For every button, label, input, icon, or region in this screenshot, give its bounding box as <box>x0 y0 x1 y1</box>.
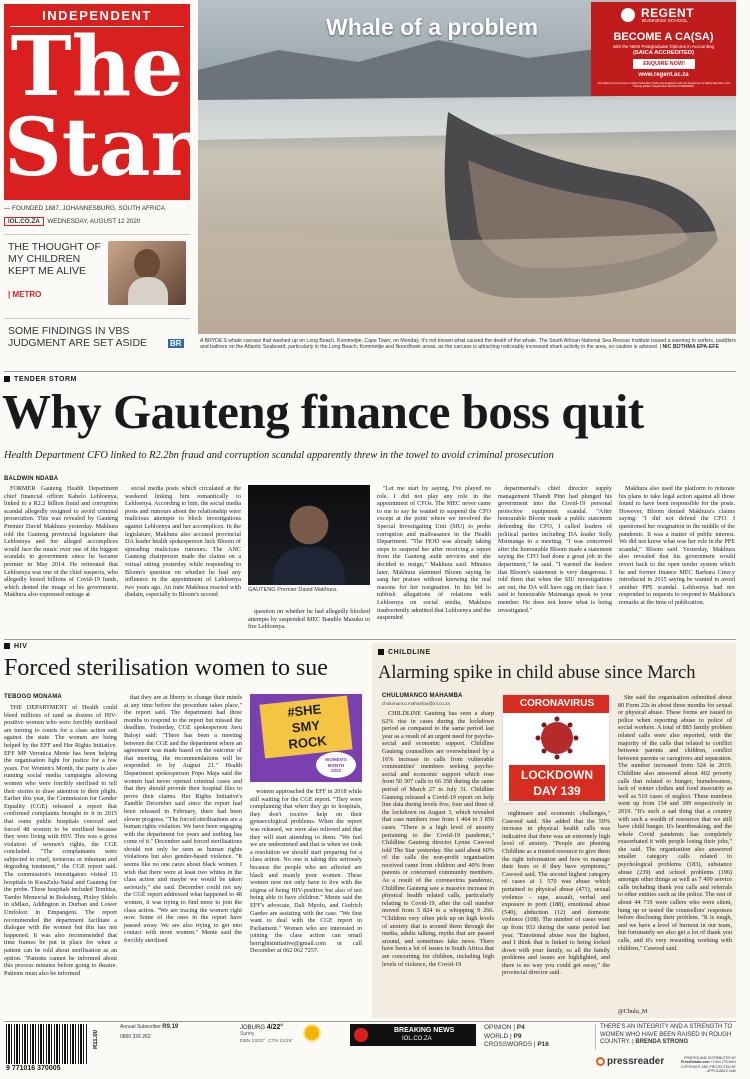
ad-cta[interactable] <box>633 59 695 69</box>
barcode <box>6 1024 88 1064</box>
index-world[interactable]: WORLD | P9 <box>484 1032 522 1040</box>
hiv-headline: Forced sterilisation women to sue <box>4 655 328 681</box>
masthead-the: The <box>10 19 184 115</box>
masthead-founded: — FOUNDED 1887, JOHANNESBURG, SOUTH AFRICA <box>4 205 165 212</box>
breaking-site: IOL.CO.ZA <box>402 1036 432 1042</box>
lead-photo-caption: A BRYDE'S whale carcass that washed up on Long Beach, Kommetjie, Cape Town, on Monday. It's not known what caused the death of the whale. The South African National Sea Rescue Institute issued a warning to surfers, paddlers and bathers on the Atlantic Seaboard, particularly in the Long Beach, Kommetjie and Noordhoek areas, as the carcass is attracting noticeably increased shark activity in the area, so caution is advised. | NIC BOTHMA EPA-EFE <box>200 338 736 351</box>
site-link[interactable]: IOL.CO.ZA <box>4 217 44 226</box>
masthead <box>4 4 193 200</box>
subscriber-phone: 0860 326 262 <box>120 1034 151 1040</box>
graphic-top: CORONAVIRUS <box>503 695 610 713</box>
barcode-number: 9 771016 370005 <box>6 1065 61 1072</box>
main-col-2: social media posts which circulated at the weekend linking him romantically to Lehloenya. According to him, the social media posts and rumours about the relationship were malicious attempts to block investigations against Lehloenya and her accomplices. In the legislature, Makhura also accused provincial DA leader health spokesperson Jack Bloom of spreading malicious rumours. The ANC Gauteng chairperson made the claims on a virtual sitting yesterday while responding to Bloom's question on whether he had any influence in the appointment of Lehloenya two years ago. An irate Makhura reacted with disdain, especially to Bloom's second <box>125 485 241 599</box>
founded-text: FOUNDED 1887, JOHANNESBURG, SOUTH AFRICA <box>12 205 165 212</box>
main-col-3: "Let me start by saying, I've played no role. I did not play any role in the appointment of CFOs. The MEC never came to me to say he wanted to suspend the CFO except at the point where we involved the Special Investigating Unit (SIU) to probe corruption and malfeasance in the Health Department. "The HOD was already taking steps to suspend her after receiving a report from the Gauteng audit services and she decided to resign," Makhura said. Minutes later, Makhura slammed Bloom saying he sang her praises without knowing the real reasons for her resignation. In his bid to rubbish allegations of relations with Lehloenya on social media, Makhura inadvertently admitted that Lehloenya and the suspended <box>377 485 491 622</box>
ad-cta-label: ENQUIRE NOW! <box>643 61 685 67</box>
hiv-byline: TEBOGO MONAMA <box>4 694 62 700</box>
hiv-col-1: THE DEPARTMENT of Health could bleed millions of rand as dozens of HIV-positive women who were forcibly sterilised are turning to courts for a class action suit against the state. The women are being helped by the EFF and Her Rights Initiative. EFF MP Veronica Mente has been helping the organisation fight for justice for a few years. For Women's Month, the party is also running social media campaigns allowing women who were forcibly sterilised to tell their stories to draw attention to their plight. Earlier this year, the Commission for Gender Equality (CGE) released a report that confirmed complaints brought to it in 2015 that some public hospitals coerced and forced 48 women to be sterilised because they were living with HIV. This was a gross violation of women's rights, the CGE concluded. "The complainants were subjected to cruel, torturous or inhuman and degrading treatment," the CGE report said. The commission's investigators visited 15 hospitals in KwaZulu-Natal and Gauteng for the probe. These hospitals included Tembisa, Tambo Memorial in Boksburg, Pixley Shlelo in uMlazi, Addington in Durban and Lower Umfolozi in Empangeni. The report recommended the department facilitate a dialogue with the women but this has not happened. It was also recommended that time frames be put in place for when a patient can be told about sterilisation as an option. "Patients cannot be informed about this process minutes before going to theatre. Patients must also be informed <box>4 704 117 977</box>
teaser-metro[interactable] <box>4 234 190 312</box>
childline-col-2: nightmare and economic challenges," Cawood said. She added that the 59% increase in physical health calls was indicative that there was an extremely high level of anxiety. "People are phoning Childline as a trusted resource to give them the right information and how to manage their fears or if they have symptoms," Cawood said. The second highest category of cases at 1 570 was abuse which pertained to physical abuse (471), sexual violence – rape, assault, verbal and exposure to porn (188), emotional abuse (540), abduction (12) and domestic violence (108). The number of cases went up from 933 during the same period last year. "Emotional abuse was the highest, and I think that is linked to being locked down with your family, so all the family problems and issues are highlighted, and there is no way you could get away," the provincial director said. <box>502 810 610 977</box>
footer-quote: THERE'S AN INTEGRITY AND A STRENGTH TO WOMEN WHO HAVE BEEN RAISED IN ROUGH COUNTRY. | BRENDA STRONG <box>600 1024 733 1046</box>
badge-month: WOMEN'S MONTH 2020 <box>316 752 356 778</box>
lead-photo-credit: NIC BOTHMA EPA-EFE <box>662 344 719 351</box>
masthead-star: Star <box>4 100 193 194</box>
quote-author: BRENDA STRONG <box>635 1039 689 1046</box>
ad-brand: REGENT <box>641 6 695 20</box>
virus-icon <box>503 715 610 761</box>
badge-hash: #SHE SMY ROCK <box>259 696 352 759</box>
ad-url[interactable]: www.regent.ac.za <box>638 72 689 78</box>
teaser-metro-photo <box>108 241 186 305</box>
childline-handle[interactable]: @Chulu_M <box>618 1008 648 1015</box>
ad-line3: (SAICA ACCREDITED) <box>632 50 695 56</box>
childline-kicker: CHILDLINE <box>378 649 431 656</box>
regent-ad[interactable] <box>591 2 736 96</box>
main-col-4: departmental's chief director supply management Thandi Pino had plunged his government into the Covid-19 personal protective equipment scandal. "After honourable Bloom made a public statement defending the CFO, I called leaders of political parties including DA leader Solly Msimanga to a meeting. "I was concerned after the honourable Bloom made a statement saying the CFO had done a great job in the department," he said. "I warned the leaders that Bloom's statement is very dangerous. I told them that when the SIU investigations are out, the DA will have egg on their face. I said to honourable Msimanga speak to your member. He does not know what is being investigated." <box>498 485 612 614</box>
breaking-icon <box>354 1028 368 1042</box>
pressreader-info: PRINTED AND DISTRIBUTED BY PressReader.com +1 604 278 4604 COPYRIGHT AND PROTECTED BY APPLICABLE LAW <box>680 1056 736 1074</box>
pressreader-logo: pressreader <box>596 1056 664 1067</box>
ad-line1: BECOME A CA(SA) <box>613 31 714 43</box>
teaser-metro-section: | METRO <box>8 290 42 299</box>
childline-byline: CHULUMANCO MAHAMBA <box>382 693 463 699</box>
childline-col-3: She said the organisation submitted about 80 Form 22s in about three months for sexual or physical abuse. These forms are issued to police when reporting abuse to police of social workers. A total of 883 family problem related calls were also reported, with the majority of the calls that related to conflict between parents and children, conflict between parents or caregivers and separation. The number increased from 524 in 2019. Childline also answered about 402 poverty calls that related to hunger, homelessness, lack of winter clothes and food insecurity as well as 510 cases of neglect. These numbers went up from 154 and 399 respectively in 2019. "It's such a sad thing that a country with such a wealth of resources that we still have child hunger. It's heartbreaking, and the whole Covid pandemic has completely exacerbated it with people losing their jobs," she said. The organisation also answered smaller category calls related to psychological problems (183), substance abuse (239) and school problems (196) amongst other things as well as 7 499 service calls including thank you calls and referrals to other entities such as the police. The rest of about 44 719 were callers who were silent, hung up or tested the counsellors' responses before disclosing their problem. "It is tough, and we have a level of burnout in our team, but fortunately we also get a lot of thank you calls, and it's very rewarding working with children," Cawood said. <box>618 694 732 952</box>
main-col-5: Makhura also used the platform to reiterate his plans to take legal action against all those found to have been responsible for the posts. However, Bloom denied Makhura's claims saying: "I did not defend the CFO. I questioned her resignation in the middle of the pandemic. It was a matter of public interest. We did not know what was her role in the PPE scandal," Bloom said. Yesterday, Makhura also revealed that his government would revert back to the open tender system which he and former finance MEC Barbara Creecy introduced in 2015 saying he wanted to avoid another PPE scandal. Lehloenya had not responded to requests to respond to Makhura's remarks at the time of publication. <box>619 485 735 606</box>
issue-date: WEDNESDAY, AUGUST 12 2020 <box>47 218 141 225</box>
subscriber-price: Annual Subscriber R9.19 <box>120 1024 179 1030</box>
pressreader-icon <box>596 1057 605 1066</box>
childline-col-1: CHILDLINE Gauteng has seen a sharp 62% rise in cases during the lockdown period as compared to the same period last year as a result of an urgent need for psycho-social and economic support. Childline Gauteng counsellors are overwhelmed by a 16% increase in calls from vulnerable communities' members seeking psycho-social and economic support which rose from 50 307 calls to 66 358 during the same period of March 27 to July 31. Childline Gauteng released a Covid-19 report on help line data during levels five, four and three of the lockdown on August 3, which revealed that case numbers rose from 1 464 to 3 856 cases. "There is a high level of anxiety pertaining to the Covid-19 pandemic," Childline Gauteng director Lynne Cawood told The Star yesterday. She said about 60% of the calls the non-profit organisation received came from children and 40% from parents or concerned community members. As a result of the coronavirus pandemic, Childline Gauteng saw a massive increase in physical health related calls, particularly relating to Covid-19, after the call number moved from 5 824 to a whopping 9 266. "Children very often pick up on high levels of anxiety that is around them through the media, adults talking, myths that are passed around, and sometimes fake news. There have been a lot of issues in South Africa that are concerning for children, including high levels of violence, the Covid-19 <box>382 710 494 968</box>
teaser-vbs[interactable] <box>4 318 190 356</box>
lead-photo-headline: Whale of a problem <box>326 14 539 40</box>
ad-school: BUSINESS SCHOOL <box>642 19 688 24</box>
teaser-vbs-section: BR <box>170 339 182 348</box>
hiv-kicker: HIV <box>4 643 27 650</box>
teaser-metro-text: THE THOUGHT OF MY CHILDREN KEPT ME ALIVE <box>8 241 101 277</box>
teaser-vbs-text: SOME FINDINGS IN VBS JUDGMENT ARE SET ASIDE <box>8 325 148 349</box>
cover-price: R11.00 <box>93 1030 99 1050</box>
hiv-col-2: that they are at liberty to change their minds at any time before the procedure takes place," the report said. The department had three months to respond to the report but missed the deadline. Yesterday, CGE spokesperson Javu Baloyi said: "There has been a meeting between the CGE and the department where an agreement was made based on the outcome of that meeting, the recommendations will be responded to by August 21." Health Department spokesperson Popo Maja said the women had never opened criminal cases and that they should provide their hospital files to prove their claims. Her Rights Initiative's Zandile December said since the report had been released in February, there had been slower progress. "The forced sterilisations are a human rights violation. We have been engaging with the department for years and nothing has come of it." December said forced sterilisations should not only be seen as human rights violations but also gender-based violence. "It seems like no one cares about black women. I wish that there were at least two whites in the class action and maybe we would be taken seriously," she said. December could not say the CGE report addressed what happened to 48 women, it was trying to find more to join the class action. "We are tracing the women right now. Some of the ones in the report have passed away. We are also trying to get into contact with more women." Mente said the forcibly sterilised <box>124 694 242 944</box>
regent-logo-icon <box>621 8 635 22</box>
lockdown-graphic <box>502 694 610 804</box>
index-crosswords[interactable]: CROSSWORDS | P16 <box>484 1041 549 1049</box>
makhura-photo-caption: GAUTENG Premier David Makhura. <box>248 587 338 593</box>
ad-line2: with the NEW Postgraduate Diploma in Accounting <box>612 44 715 49</box>
main-kicker: TENDER STORM <box>4 376 77 383</box>
weather: JOBURG 4/22° Sunny DBN 13/22° CTN 12/15° <box>240 1024 294 1044</box>
main-headline: Why Gauteng finance boss quit <box>2 384 644 439</box>
ad-fine: Accredited by the Council on Higher Education (CHE) and Registered with the Department of Higher Education and Training (DHET). Registration Number 97/099/999/07 <box>597 82 730 89</box>
masthead-independent: INDEPENDENT <box>42 8 152 23</box>
sun-icon <box>305 1026 319 1040</box>
makhura-photo <box>248 485 370 585</box>
breaking-news-banner[interactable] <box>350 1024 476 1046</box>
main-col-1: FORMER Gauteng Health Department chief financial officer Kabelo Lehloenya, linked to a R2.2 billion fraud and corruption scandal allegedly resigned to avoid criminal prosecution. This was revealed by Gauteng Premier David Makhura yesterday. Makhura told the Gauteng provincial legislature that Lehloenya and her alleged accomplices would face the music over one of the biggest scandals in government since he became premier in May 2014. He reiterated that Lehloenya was one of the chief suspects, who allegedly looted billions of Covid-19 funds, which dented the image of his government. Makhura also expressed outrage at <box>4 485 118 599</box>
page-index <box>484 1024 584 1050</box>
main-deck: Health Department CFO linked to R2.2bn fraud and corruption scandal apparently threw in the towel to avoid criminal prosecution <box>4 450 554 461</box>
index-opinion[interactable]: OPINION | P4 <box>484 1024 525 1031</box>
masthead-dateline <box>4 218 190 225</box>
childline-email[interactable]: chulumanco.mahamba@inl.co.za <box>382 701 450 706</box>
main-byline: BALDWIN NDABA <box>4 476 59 482</box>
shesmyrock-badge <box>250 694 362 782</box>
graphic-lockdown: LOCKDOWN DAY 139 <box>509 765 605 801</box>
childline-headline: Alarming spike in child abuse since March <box>378 663 696 683</box>
hiv-col-3: women approached the EFF in 2018 while still waiting for the CGE report. "They were complaining that when they go to hospitals, they don't receive help on their gynaecological problems. When the report was released, we were also relieved and that they will start attending to them. "We feel we are undermined and that is when we took a resolution we should start preparing for a class action. No one is taking this seriously because the people who are affected are black and mainly poor women. These women now not only have to live with the stigma of being HIV-positive but also of not being able to have children." Mente said the EFF's advocate, Dali Mpofu, and Godrich Gardee are assisting with the case. "We first want to deal with the CGE report in Parliament." Women who are interested in joining the class action can email herrightsinitiative@gmail.com or call December at 062 062 7257. <box>250 788 362 955</box>
main-col-2b: question on whether he had allegedly blocked attempts by suspended MEC Bandile Masuku to fire Lehloenya. <box>248 608 370 631</box>
breaking-label: BREAKING NEWS <box>394 1027 455 1034</box>
